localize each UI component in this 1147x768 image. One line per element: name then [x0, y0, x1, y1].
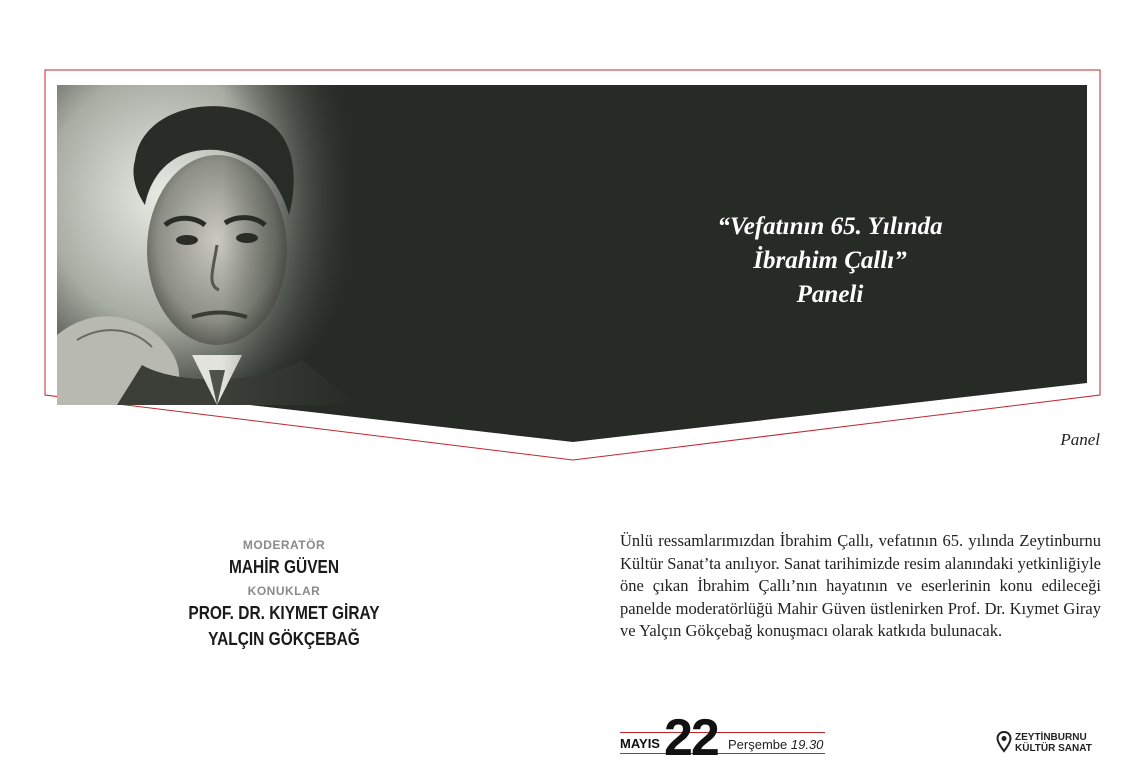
venue-line-1: ZEYTİNBURNU	[1015, 732, 1087, 743]
speakers-block	[150, 538, 418, 652]
event-weekday-time	[728, 737, 823, 752]
venue-logo	[996, 731, 1106, 755]
event-month: MAYIS	[620, 736, 660, 751]
moderator-role: MODERATÖR	[242, 538, 326, 552]
event-date	[620, 709, 830, 767]
event-title	[660, 210, 1000, 312]
moderator-name: MAHİR GÜVEN	[228, 557, 340, 577]
date-rule-bottom	[620, 753, 825, 754]
event-time: 19.30	[790, 737, 824, 752]
portrait-photo	[57, 85, 357, 405]
event-description: Ünlü ressamlarımızdan İbrahim Çallı, vefatının 65. yılında Zeytinburnu Kültür Sanat’ta anılıyor. Sanat tarihimizde resim alanındaki yetkinliğiyle öne çıkan İbrahim Çallı’nın hayatının ve eserlerinin konu edileceği panelde moderatörlüğü Mahir Güven üstlenirken Prof. Dr. Kıymet Giray ve Yalçın Gökçebağ konuşmacı olarak katkıda bulunacak.	[620, 531, 1101, 640]
event-day: 22	[664, 709, 718, 767]
title-line-3: Paneli	[796, 281, 864, 308]
venue-line-2: KÜLTÜR SANAT	[1015, 743, 1092, 754]
location-pin-icon	[996, 731, 1012, 753]
guest-name-2: YALÇIN GÖKÇEBAĞ	[208, 629, 360, 649]
category-label: Panel	[1060, 430, 1100, 449]
title-line-1: “Vefatının 65. Yılında	[717, 213, 943, 240]
title-line-2: İbrahim Çallı”	[753, 247, 907, 274]
event-weekday: Perşembe	[728, 737, 788, 752]
guest-name-1: PROF. DR. KIYMET GİRAY	[188, 603, 380, 623]
guests-role: KONUKLAR	[247, 584, 321, 598]
date-rule-top	[620, 732, 825, 733]
